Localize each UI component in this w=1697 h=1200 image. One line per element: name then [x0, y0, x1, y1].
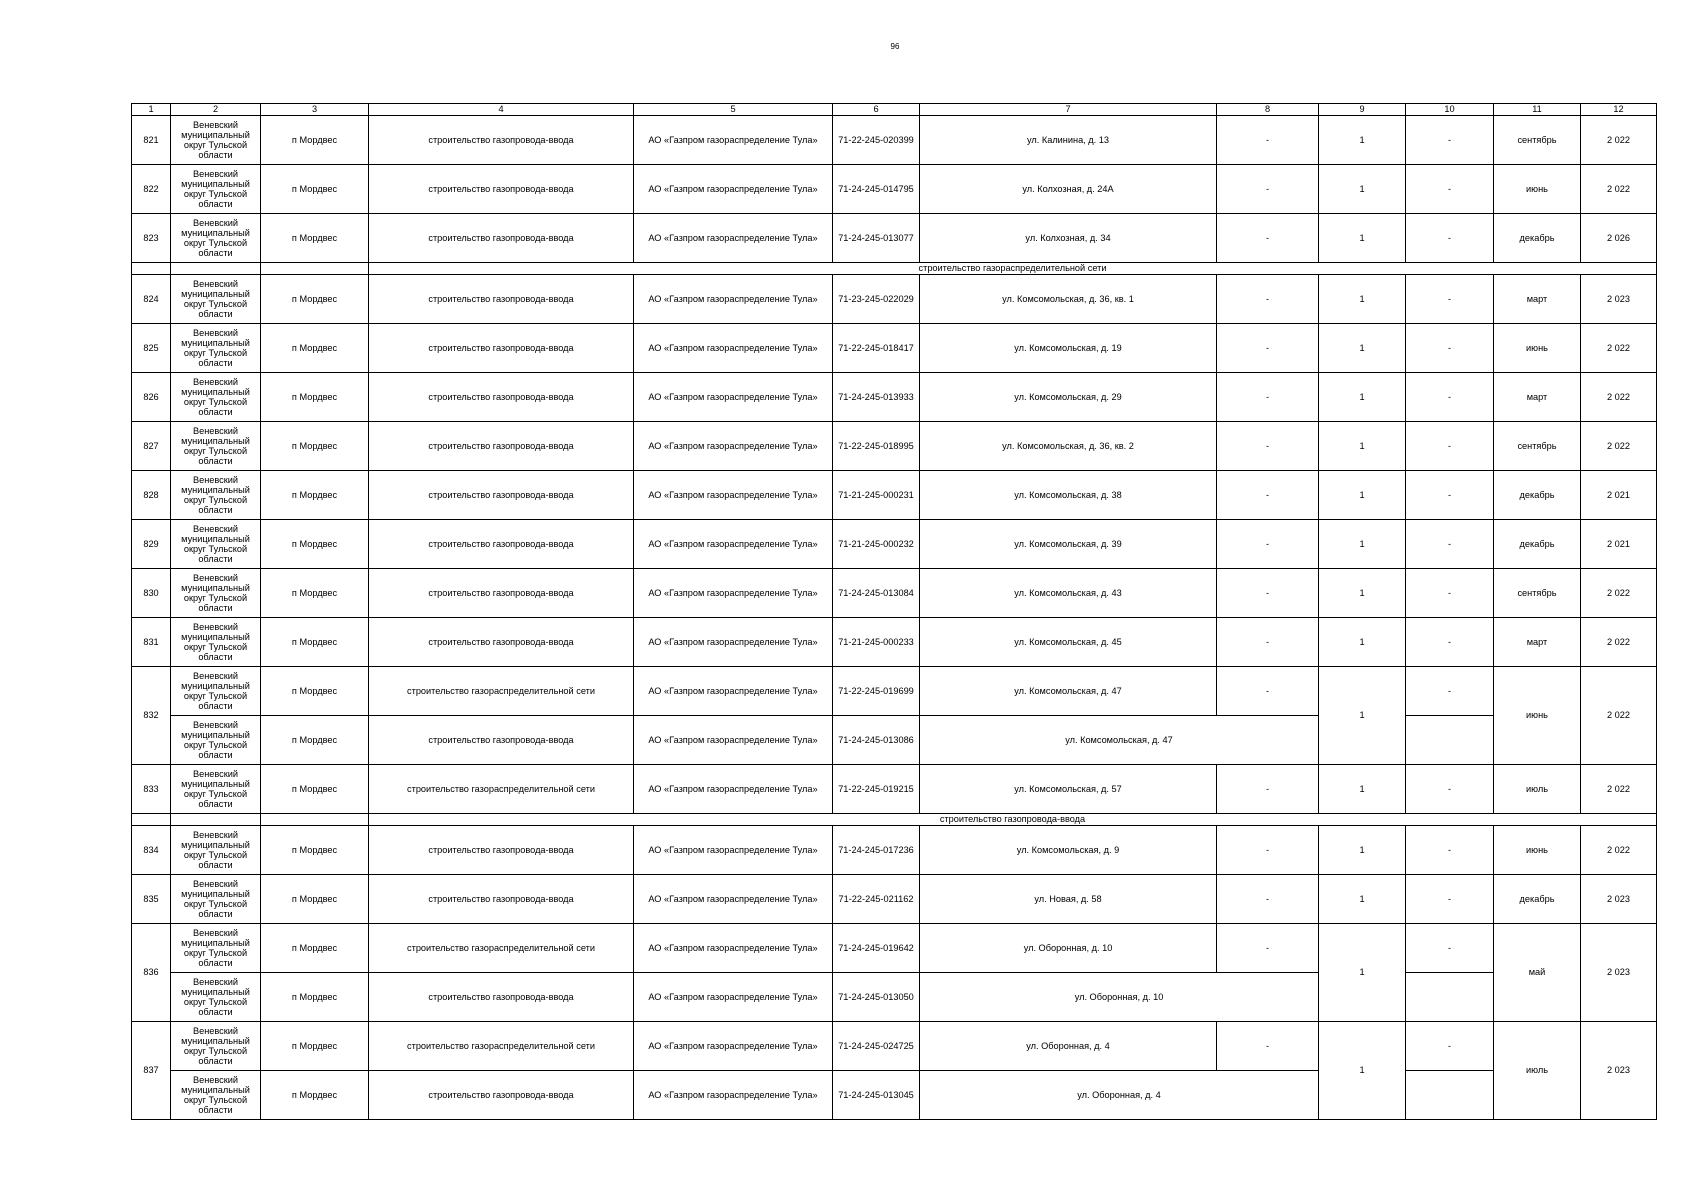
- year-cell: 2 022: [1581, 826, 1657, 875]
- work-type-cell: строительство газопровода-ввода: [369, 275, 634, 324]
- organization-cell: АО «Газпром газораспределение Тула»: [634, 471, 833, 520]
- section-title: строительство газопровода-ввода: [369, 814, 1657, 826]
- work-type-cell: строительство газопровода-ввода: [369, 165, 634, 214]
- column-number-row: [132, 104, 1657, 116]
- row-number: 829: [132, 520, 171, 569]
- table-row: [132, 520, 1657, 569]
- row-number: 825: [132, 324, 171, 373]
- request-code-cell: 71-22-245-018417: [833, 324, 920, 373]
- request-code-cell: 71-21-245-000232: [833, 520, 920, 569]
- organization-cell: АО «Газпром газораспределение Тула»: [634, 275, 833, 324]
- row-number: 826: [132, 373, 171, 422]
- col10-cell: -: [1406, 324, 1494, 373]
- month-cell: июль: [1494, 1022, 1581, 1120]
- settlement-cell: п Мордвес: [261, 1022, 369, 1071]
- col9-cell: 1: [1319, 765, 1406, 814]
- col10-cell: -: [1406, 471, 1494, 520]
- year-cell: 2 026: [1581, 214, 1657, 263]
- district-cell: Веневский муниципальный округ Тульской области: [171, 667, 261, 716]
- settlement-cell: п Мордвес: [261, 471, 369, 520]
- month-cell: март: [1494, 618, 1581, 667]
- settlement-cell: п Мордвес: [261, 765, 369, 814]
- district-cell: Веневский муниципальный округ Тульской области: [171, 826, 261, 875]
- year-cell: 2 022: [1581, 569, 1657, 618]
- table-row: [132, 1022, 1657, 1071]
- address-cell: ул. Комсомольская, д. 47: [920, 716, 1319, 765]
- row-number: 827: [132, 422, 171, 471]
- table-subrow: [132, 716, 1657, 765]
- district-cell: Веневский муниципальный округ Тульской области: [171, 973, 261, 1022]
- col9-cell: 1: [1319, 275, 1406, 324]
- col9-cell: 1: [1319, 875, 1406, 924]
- request-code-cell: 71-24-245-019642: [833, 924, 920, 973]
- row-number: 837: [132, 1022, 171, 1120]
- work-type-cell: строительство газопровода-ввода: [369, 520, 634, 569]
- year-cell: 2 023: [1581, 275, 1657, 324]
- column-number: 8: [1217, 104, 1319, 116]
- col10-cell: [1406, 1071, 1494, 1120]
- column-number: 10: [1406, 104, 1494, 116]
- section-blank-cell: [132, 263, 171, 275]
- work-type-cell: строительство газопровода-ввода: [369, 826, 634, 875]
- work-type-cell: строительство газораспределительной сети: [369, 667, 634, 716]
- organization-cell: АО «Газпром газораспределение Тула»: [634, 1022, 833, 1071]
- col9-cell: 1: [1319, 165, 1406, 214]
- year-cell: 2 022: [1581, 422, 1657, 471]
- address-cell: ул. Оборонная, д. 10: [920, 973, 1319, 1022]
- settlement-cell: п Мордвес: [261, 214, 369, 263]
- request-code-cell: 71-24-245-013045: [833, 1071, 920, 1120]
- organization-cell: АО «Газпром газораспределение Тула»: [634, 826, 833, 875]
- district-cell: Веневский муниципальный округ Тульской области: [171, 924, 261, 973]
- work-type-cell: строительство газопровода-ввода: [369, 569, 634, 618]
- settlement-cell: п Мордвес: [261, 973, 369, 1022]
- col10-cell: -: [1406, 214, 1494, 263]
- col10-cell: -: [1406, 667, 1494, 716]
- district-cell: Веневский муниципальный округ Тульской области: [171, 275, 261, 324]
- request-code-cell: 71-24-245-013086: [833, 716, 920, 765]
- month-cell: июнь: [1494, 826, 1581, 875]
- column-number: 4: [369, 104, 634, 116]
- section-title: строительство газораспределительной сети: [369, 263, 1657, 275]
- col9-cell: 1: [1319, 924, 1406, 1022]
- col8-cell: -: [1217, 520, 1319, 569]
- col10-cell: [1406, 716, 1494, 765]
- month-cell: сентябрь: [1494, 116, 1581, 165]
- page-number: 96: [890, 42, 900, 51]
- row-number: 828: [132, 471, 171, 520]
- month-cell: сентябрь: [1494, 422, 1581, 471]
- organization-cell: АО «Газпром газораспределение Тула»: [634, 165, 833, 214]
- col9-cell: 1: [1319, 667, 1406, 765]
- request-code-cell: 71-22-245-021162: [833, 875, 920, 924]
- month-cell: декабрь: [1494, 471, 1581, 520]
- col8-cell: -: [1217, 618, 1319, 667]
- year-cell: 2 022: [1581, 618, 1657, 667]
- address-cell: ул. Колхозная, д. 24А: [920, 165, 1217, 214]
- col8-cell: -: [1217, 116, 1319, 165]
- row-number: 821: [132, 116, 171, 165]
- year-cell: 2 021: [1581, 471, 1657, 520]
- district-cell: Веневский муниципальный округ Тульской области: [171, 716, 261, 765]
- column-number: 9: [1319, 104, 1406, 116]
- work-type-cell: строительство газопровода-ввода: [369, 875, 634, 924]
- organization-cell: АО «Газпром газораспределение Тула»: [634, 116, 833, 165]
- organization-cell: АО «Газпром газораспределение Тула»: [634, 667, 833, 716]
- month-cell: сентябрь: [1494, 569, 1581, 618]
- col8-cell: -: [1217, 1022, 1319, 1071]
- settlement-cell: п Мордвес: [261, 116, 369, 165]
- col9-cell: 1: [1319, 569, 1406, 618]
- request-code-cell: 71-21-245-000233: [833, 618, 920, 667]
- table-row: [132, 667, 1657, 716]
- district-cell: Веневский муниципальный округ Тульской области: [171, 165, 261, 214]
- col9-cell: 1: [1319, 214, 1406, 263]
- table-row: [132, 165, 1657, 214]
- col8-cell: -: [1217, 324, 1319, 373]
- organization-cell: АО «Газпром газораспределение Тула»: [634, 618, 833, 667]
- address-cell: ул. Комсомольская, д. 47: [920, 667, 1217, 716]
- address-cell: ул. Оборонная, д. 10: [920, 924, 1217, 973]
- work-type-cell: строительство газопровода-ввода: [369, 324, 634, 373]
- col9-cell: 1: [1319, 373, 1406, 422]
- address-cell: ул. Комсомольская, д. 57: [920, 765, 1217, 814]
- district-cell: Веневский муниципальный округ Тульской области: [171, 116, 261, 165]
- column-number: 3: [261, 104, 369, 116]
- table-row: [132, 569, 1657, 618]
- address-cell: ул. Комсомольская, д. 36, кв. 1: [920, 275, 1217, 324]
- col9-cell: 1: [1319, 826, 1406, 875]
- table-row: [132, 924, 1657, 973]
- col9-cell: 1: [1319, 422, 1406, 471]
- organization-cell: АО «Газпром газораспределение Тула»: [634, 373, 833, 422]
- request-code-cell: 71-24-245-014795: [833, 165, 920, 214]
- address-cell: ул. Оборонная, д. 4: [920, 1022, 1217, 1071]
- request-code-cell: 71-22-245-020399: [833, 116, 920, 165]
- column-number: 12: [1581, 104, 1657, 116]
- col9-cell: 1: [1319, 324, 1406, 373]
- table-row: [132, 116, 1657, 165]
- col10-cell: -: [1406, 1022, 1494, 1071]
- year-cell: 2 023: [1581, 1022, 1657, 1120]
- request-code-cell: 71-23-245-022029: [833, 275, 920, 324]
- col10-cell: -: [1406, 116, 1494, 165]
- request-code-cell: 71-22-245-018995: [833, 422, 920, 471]
- work-type-cell: строительство газораспределительной сети: [369, 924, 634, 973]
- section-blank-cell: [171, 814, 261, 826]
- section-blank-cell: [261, 263, 369, 275]
- row-number: 831: [132, 618, 171, 667]
- col8-cell: -: [1217, 826, 1319, 875]
- request-code-cell: 71-22-245-019699: [833, 667, 920, 716]
- settlement-cell: п Мордвес: [261, 716, 369, 765]
- work-type-cell: строительство газопровода-ввода: [369, 716, 634, 765]
- row-number: 835: [132, 875, 171, 924]
- year-cell: 2 022: [1581, 667, 1657, 765]
- request-code-cell: 71-24-245-013077: [833, 214, 920, 263]
- district-cell: Веневский муниципальный округ Тульской области: [171, 618, 261, 667]
- col8-cell: -: [1217, 373, 1319, 422]
- work-type-cell: строительство газопровода-ввода: [369, 471, 634, 520]
- col8-cell: -: [1217, 275, 1319, 324]
- column-number: 5: [634, 104, 833, 116]
- settlement-cell: п Мордвес: [261, 875, 369, 924]
- col8-cell: -: [1217, 422, 1319, 471]
- address-cell: ул. Комсомольская, д. 29: [920, 373, 1217, 422]
- column-number: 2: [171, 104, 261, 116]
- col10-cell: -: [1406, 275, 1494, 324]
- month-cell: декабрь: [1494, 520, 1581, 569]
- request-code-cell: 71-24-245-013084: [833, 569, 920, 618]
- col9-cell: 1: [1319, 471, 1406, 520]
- year-cell: 2 022: [1581, 116, 1657, 165]
- address-cell: ул. Комсомольская, д. 38: [920, 471, 1217, 520]
- month-cell: март: [1494, 275, 1581, 324]
- month-cell: декабрь: [1494, 214, 1581, 263]
- column-number: 11: [1494, 104, 1581, 116]
- settlement-cell: п Мордвес: [261, 520, 369, 569]
- col8-cell: -: [1217, 569, 1319, 618]
- request-code-cell: 71-22-245-019215: [833, 765, 920, 814]
- district-cell: Веневский муниципальный округ Тульской области: [171, 1022, 261, 1071]
- settlement-cell: п Мордвес: [261, 618, 369, 667]
- col9-cell: 1: [1319, 520, 1406, 569]
- address-cell: ул. Комсомольская, д. 43: [920, 569, 1217, 618]
- request-code-cell: 71-24-245-013050: [833, 973, 920, 1022]
- organization-cell: АО «Газпром газораспределение Тула»: [634, 875, 833, 924]
- col10-cell: -: [1406, 569, 1494, 618]
- section-header-row: [132, 263, 1657, 275]
- row-number: 824: [132, 275, 171, 324]
- settlement-cell: п Мордвес: [261, 275, 369, 324]
- address-cell: ул. Колхозная, д. 34: [920, 214, 1217, 263]
- table-row: [132, 275, 1657, 324]
- col10-cell: -: [1406, 373, 1494, 422]
- column-number: 7: [920, 104, 1217, 116]
- month-cell: март: [1494, 373, 1581, 422]
- table-row: [132, 618, 1657, 667]
- row-number: 833: [132, 765, 171, 814]
- table-row: [132, 324, 1657, 373]
- district-cell: Веневский муниципальный округ Тульской области: [171, 471, 261, 520]
- organization-cell: АО «Газпром газораспределение Тула»: [634, 422, 833, 471]
- district-cell: Веневский муниципальный округ Тульской области: [171, 569, 261, 618]
- month-cell: июнь: [1494, 667, 1581, 765]
- row-number: 822: [132, 165, 171, 214]
- col8-cell: -: [1217, 214, 1319, 263]
- month-cell: май: [1494, 924, 1581, 1022]
- district-cell: Веневский муниципальный округ Тульской области: [171, 520, 261, 569]
- col8-cell: -: [1217, 165, 1319, 214]
- table-row: [132, 373, 1657, 422]
- district-cell: Веневский муниципальный округ Тульской области: [171, 373, 261, 422]
- col10-cell: -: [1406, 826, 1494, 875]
- district-cell: Веневский муниципальный округ Тульской области: [171, 214, 261, 263]
- settlement-cell: п Мордвес: [261, 924, 369, 973]
- settlement-cell: п Мордвес: [261, 667, 369, 716]
- table-row: [132, 422, 1657, 471]
- address-cell: ул. Комсомольская, д. 36, кв. 2: [920, 422, 1217, 471]
- work-type-cell: строительство газораспределительной сети: [369, 1022, 634, 1071]
- col9-cell: 1: [1319, 116, 1406, 165]
- district-cell: Веневский муниципальный округ Тульской области: [171, 422, 261, 471]
- col8-cell: -: [1217, 667, 1319, 716]
- organization-cell: АО «Газпром газораспределение Тула»: [634, 924, 833, 973]
- col10-cell: -: [1406, 520, 1494, 569]
- table-subrow: [132, 1071, 1657, 1120]
- work-type-cell: строительство газопровода-ввода: [369, 422, 634, 471]
- col9-cell: 1: [1319, 618, 1406, 667]
- district-cell: Веневский муниципальный округ Тульской области: [171, 765, 261, 814]
- year-cell: 2 022: [1581, 324, 1657, 373]
- col8-cell: -: [1217, 765, 1319, 814]
- address-cell: ул. Новая, д. 58: [920, 875, 1217, 924]
- settlement-cell: п Мордвес: [261, 826, 369, 875]
- district-cell: Веневский муниципальный округ Тульской области: [171, 324, 261, 373]
- section-header-row: [132, 814, 1657, 826]
- organization-cell: АО «Газпром газораспределение Тула»: [634, 569, 833, 618]
- settlement-cell: п Мордвес: [261, 324, 369, 373]
- organization-cell: АО «Газпром газораспределение Тула»: [634, 973, 833, 1022]
- row-number: 836: [132, 924, 171, 1022]
- year-cell: 2 023: [1581, 924, 1657, 1022]
- organization-cell: АО «Газпром газораспределение Тула»: [634, 716, 833, 765]
- column-number: 6: [833, 104, 920, 116]
- address-cell: ул. Калинина, д. 13: [920, 116, 1217, 165]
- organization-cell: АО «Газпром газораспределение Тула»: [634, 520, 833, 569]
- year-cell: 2 023: [1581, 875, 1657, 924]
- work-type-cell: строительство газопровода-ввода: [369, 618, 634, 667]
- col10-cell: -: [1406, 924, 1494, 973]
- request-code-cell: 71-24-245-017236: [833, 826, 920, 875]
- work-type-cell: строительство газопровода-ввода: [369, 373, 634, 422]
- address-cell: ул. Комсомольская, д. 19: [920, 324, 1217, 373]
- settlement-cell: п Мордвес: [261, 373, 369, 422]
- organization-cell: АО «Газпром газораспределение Тула»: [634, 765, 833, 814]
- work-type-cell: строительство газопровода-ввода: [369, 214, 634, 263]
- table-row: [132, 765, 1657, 814]
- col8-cell: -: [1217, 924, 1319, 973]
- settlement-cell: п Мордвес: [261, 165, 369, 214]
- section-blank-cell: [171, 263, 261, 275]
- col10-cell: -: [1406, 422, 1494, 471]
- row-number: 830: [132, 569, 171, 618]
- col10-cell: -: [1406, 875, 1494, 924]
- settlement-cell: п Мордвес: [261, 569, 369, 618]
- settlement-cell: п Мордвес: [261, 422, 369, 471]
- gas-connection-table: [131, 103, 1657, 1120]
- month-cell: июнь: [1494, 165, 1581, 214]
- organization-cell: АО «Газпром газораспределение Тула»: [634, 1071, 833, 1120]
- address-cell: ул. Комсомольская, д. 9: [920, 826, 1217, 875]
- district-cell: Веневский муниципальный округ Тульской области: [171, 875, 261, 924]
- table-row: [132, 826, 1657, 875]
- col9-cell: 1: [1319, 1022, 1406, 1120]
- request-code-cell: 71-21-245-000231: [833, 471, 920, 520]
- col8-cell: -: [1217, 875, 1319, 924]
- address-cell: ул. Оборонная, д. 4: [920, 1071, 1319, 1120]
- row-number: 832: [132, 667, 171, 765]
- table-row: [132, 214, 1657, 263]
- organization-cell: АО «Газпром газораспределение Тула»: [634, 324, 833, 373]
- district-cell: Веневский муниципальный округ Тульской области: [171, 1071, 261, 1120]
- settlement-cell: п Мордвес: [261, 1071, 369, 1120]
- table-row: [132, 875, 1657, 924]
- address-cell: ул. Комсомольская, д. 39: [920, 520, 1217, 569]
- column-number: 1: [132, 104, 171, 116]
- organization-cell: АО «Газпром газораспределение Тула»: [634, 214, 833, 263]
- year-cell: 2 021: [1581, 520, 1657, 569]
- table-row: [132, 471, 1657, 520]
- month-cell: июнь: [1494, 324, 1581, 373]
- col10-cell: [1406, 973, 1494, 1022]
- request-code-cell: 71-24-245-024725: [833, 1022, 920, 1071]
- section-blank-cell: [132, 814, 171, 826]
- col10-cell: -: [1406, 765, 1494, 814]
- work-type-cell: строительство газопровода-ввода: [369, 116, 634, 165]
- year-cell: 2 022: [1581, 165, 1657, 214]
- month-cell: декабрь: [1494, 875, 1581, 924]
- work-type-cell: строительство газопровода-ввода: [369, 973, 634, 1022]
- table-subrow: [132, 973, 1657, 1022]
- col8-cell: -: [1217, 471, 1319, 520]
- work-type-cell: строительство газопровода-ввода: [369, 1071, 634, 1120]
- work-type-cell: строительство газораспределительной сети: [369, 765, 634, 814]
- year-cell: 2 022: [1581, 765, 1657, 814]
- address-cell: ул. Комсомольская, д. 45: [920, 618, 1217, 667]
- year-cell: 2 022: [1581, 373, 1657, 422]
- col10-cell: -: [1406, 618, 1494, 667]
- row-number: 834: [132, 826, 171, 875]
- section-blank-cell: [261, 814, 369, 826]
- month-cell: июль: [1494, 765, 1581, 814]
- request-code-cell: 71-24-245-013933: [833, 373, 920, 422]
- col10-cell: -: [1406, 165, 1494, 214]
- row-number: 823: [132, 214, 171, 263]
